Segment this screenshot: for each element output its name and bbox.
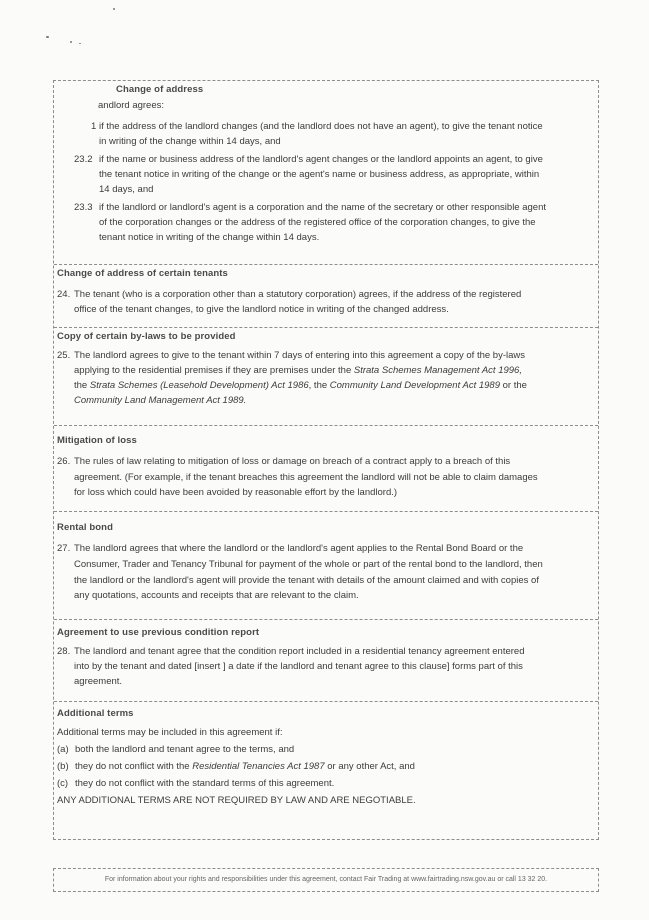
act-title: Strata Schemes Management Act 1996, (353, 365, 522, 376)
clause-text: into by the tenant and dated [insert ] a date if the landlord and tenant agree to this clause] forms part of this (74, 661, 523, 672)
section-change-of-address (54, 81, 598, 264)
clause-intro: Additional terms may be included in this agreement if: (57, 727, 283, 738)
clause-text: The landlord agrees to give to the tenant within 7 days of entering into this agreement a copy of the by-laws (74, 350, 525, 361)
clause-number: 25. (57, 350, 71, 361)
section-change-of-address-tenants (54, 264, 598, 327)
footer-note: For information about your rights and responsibilities under this agreement, contact Fair Trading at www.fairtrading.nsw.gov.au or call 13 32 20. (53, 868, 599, 892)
list-label: (a) (57, 744, 69, 755)
clause-text (74, 378, 527, 393)
list-label: (b) (57, 761, 69, 772)
clause-text: any quotations, accounts and receipts that are relevant to the claim. (74, 590, 359, 601)
act-title: Residential Tenancies Act 1987 (192, 761, 325, 772)
text-run: or the (500, 380, 527, 391)
scan-speck (70, 41, 72, 43)
scan-speck (113, 8, 115, 10)
text-run: , the (308, 380, 330, 391)
list-label: (c) (57, 778, 69, 789)
section-mitigation-of-loss (54, 425, 598, 511)
clause-text: for loss which could have been avoided by reasonable effort by the landlord.) (74, 487, 398, 498)
negotiable-notice: ANY ADDITIONAL TERMS ARE NOT REQUIRED BY LAW AND ARE NEGOTIABLE. (57, 795, 416, 806)
clause-text: the tenant notice in writing of the change or the agent's name or business address, as appropriate, within (99, 169, 540, 180)
scan-speck (79, 43, 81, 44)
section-heading: Additional terms (57, 708, 134, 719)
clause-text: if the name or business address of the landlord's agent changes or the landlord appoints an agent, to give (99, 154, 543, 165)
clause-text: The rules of law relating to mitigation of loss or damage on breach of a contract apply to a breach of this (74, 456, 511, 467)
clause-text: The landlord agrees that where the landlord or the landlord's agent applies to the Rental Bond Board or the (74, 543, 524, 554)
section-rental-bond (54, 511, 598, 619)
clause-text: Consumer, Trader and Tenancy Tribunal for payment of the whole or part of the rental bond to the landlord, then (74, 559, 543, 570)
clause-text: office of the tenant changes, to give the landlord notice in writing of the changed address. (74, 304, 449, 315)
text-run: applying to the residential premises if they are premises under the (74, 365, 354, 376)
list-item: they do not conflict with the standard terms of this agreement. (75, 778, 335, 789)
clause-text: of the corporation changes or the address of the registered office of the corporation changes, to give the (99, 217, 536, 228)
clause-number: 26. (57, 456, 71, 467)
section-additional-terms (54, 701, 598, 840)
clause-number: 24. (57, 289, 71, 300)
clause-number: 1 (91, 121, 97, 132)
list-item: both the landlord and tenant agree to the terms, and (75, 744, 295, 755)
act-title: Strata Schemes (Leasehold Development) Act 1986 (89, 380, 309, 391)
clause-text: if the landlord or landlord's agent is a corporation and the name of the secretary or other responsible agent (99, 202, 547, 213)
text-run: or any other Act, and (324, 761, 415, 772)
clause-text: agreement. (For example, if the tenant breaches this agreement the landlord will not be able to claim damages (74, 472, 538, 483)
section-heading: Change of address of certain tenants (57, 268, 228, 279)
clause-text: The tenant (who is a corporation other than a statutory corporation) agrees, if the address of the registered (74, 289, 522, 300)
scan-speck (46, 36, 49, 38)
clause-number: 23.2 (74, 154, 93, 165)
clause-text (74, 393, 246, 408)
text-run: they do not conflict with the (75, 761, 193, 772)
clause-number: 23.3 (74, 202, 93, 213)
clause-text: 14 days, and (99, 184, 154, 195)
section-heading: Change of address (116, 84, 204, 95)
clause-text: in writing of the change within 14 days, and (99, 136, 281, 147)
clause-text: the landlord or the landlord's agent will provide the tenant with details of the amount claimed and with copies of (74, 575, 539, 586)
clause-intro: andlord agrees: (98, 100, 165, 111)
terms-frame (53, 80, 599, 840)
act-title: Community Land Management Act 1989. (74, 395, 247, 406)
clause-text: agreement. (74, 676, 123, 687)
section-heading: Mitigation of loss (57, 435, 137, 446)
section-by-laws (54, 327, 598, 425)
section-heading: Copy of certain by-laws to be provided (57, 331, 236, 342)
section-previous-condition-report (54, 619, 598, 701)
section-heading: Rental bond (57, 522, 113, 533)
clause-text: if the address of the landlord changes (and the landlord does not have an agent), to give the tenant notice (99, 121, 543, 132)
clause-number: 27. (57, 543, 71, 554)
clause-text (74, 363, 522, 378)
clause-text: tenant notice in writing of the change within 14 days. (99, 232, 320, 243)
clause-text: The landlord and tenant agree that the condition report included in a residential tenancy agreement entered (74, 646, 525, 657)
act-title: Community Land Development Act 1989 (329, 380, 500, 391)
clause-number: 28. (57, 646, 71, 657)
list-item (75, 759, 415, 774)
text-run: the (74, 380, 90, 391)
section-heading: Agreement to use previous condition report (57, 627, 260, 638)
